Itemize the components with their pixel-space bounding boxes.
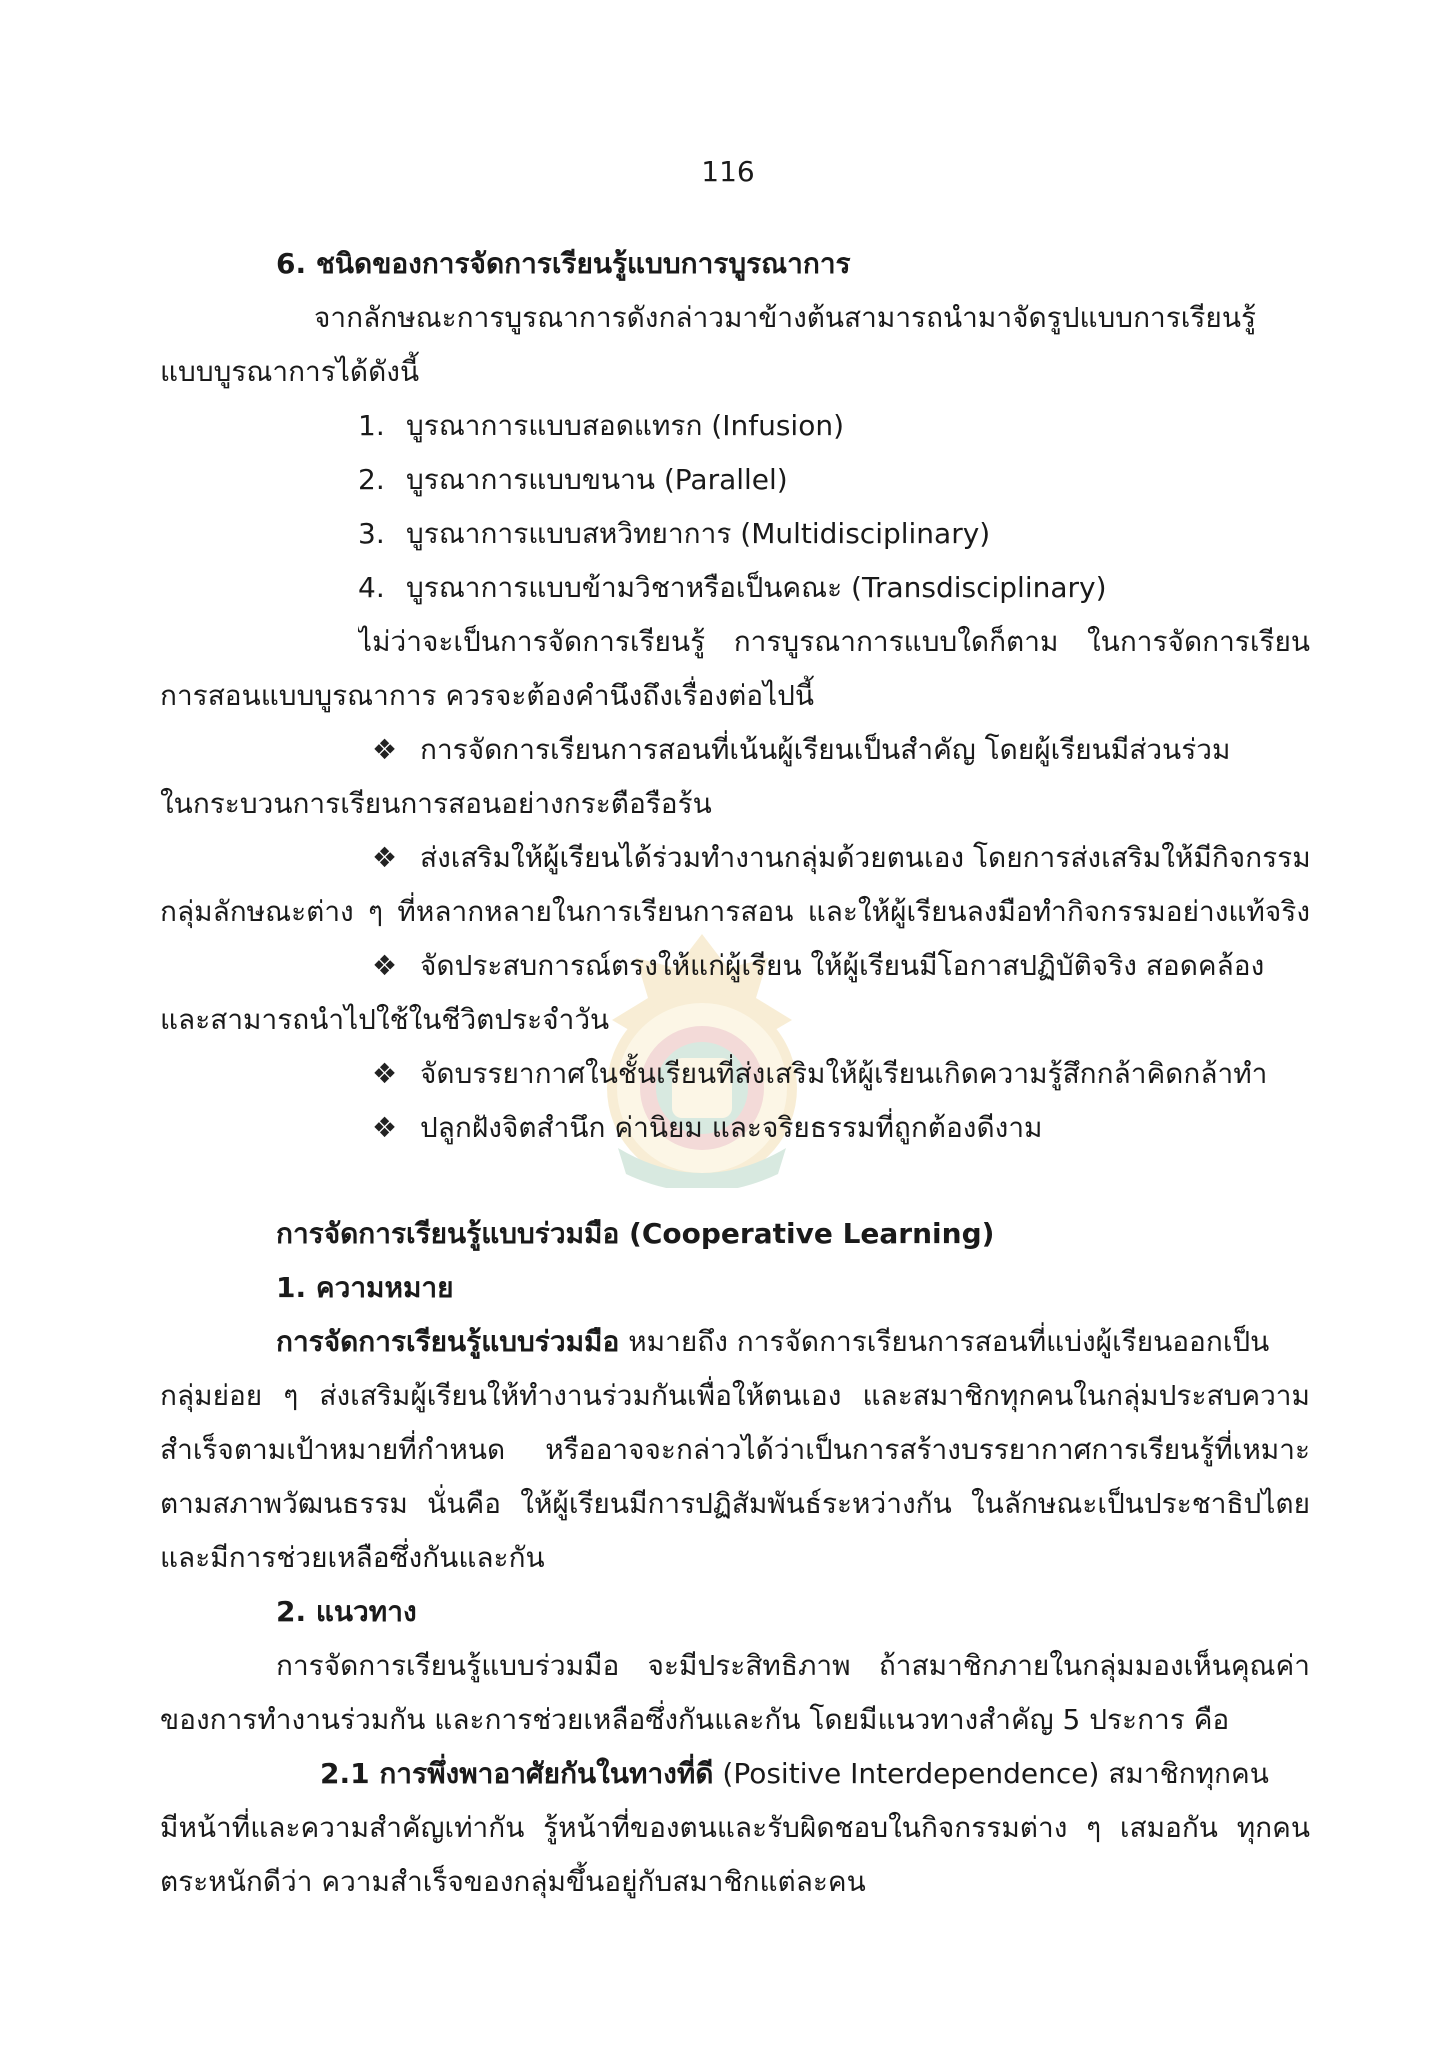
paragraph-line: กลุ่มย่อย ๆ ส่งเสริมผู้เรียนให้ทำงานร่วมกันเพื่อให้ตนเอง และสมาชิกทุกคนในกลุ่มประสบความ [160,1379,1310,1412]
section-heading: การจัดการเรียนรู้แบบร่วมมือ (Cooperative Learning) [276,1217,995,1250]
bullet-item [372,946,1310,986]
definition-text: หมายถึง การจัดการเรียนการสอนที่แบ่งผู้เรียนออกเป็น [628,1325,1270,1358]
list-item [358,514,990,554]
bullet-continuation: ในกระบวนการเรียนการสอนอย่างกระตือรือร้น [160,787,712,820]
bullet-continuation: กลุ่มลักษณะต่าง ๆ ที่หลากหลายในการเรียนการสอน และให้ผู้เรียนลงมือทำกิจกรรมอย่างแท้จริง [160,895,1310,928]
paragraph-line: และมีการช่วยเหลือซึ่งกันและกัน [160,1541,545,1574]
list-text: บูรณาการแบบขนาน (Parallel) [406,463,788,496]
bullet-item [372,838,1310,878]
bullet-item [372,730,1310,770]
paragraph-line: ของการทำงานร่วมกัน และการช่วยเหลือซึ่งกันและกัน โดยมีแนวทางสำคัญ 5 ประการ คือ [160,1703,1230,1736]
paragraph-line: แบบบูรณาการได้ดังนี้ [160,355,420,388]
bullet-text: จัดบรรยากาศในชั้นเรียนที่ส่งเสริมให้ผู้เรียนเกิดความรู้สึกกล้าคิดกล้าทำ [420,1057,1268,1090]
diamond-bullet-icon: ❖ [372,949,398,982]
bullet-text: ปลูกฝังจิตสำนึก ค่านิยม และจริยธรรมที่ถูกต้องดีงาม [420,1111,1043,1144]
list-text: บูรณาการแบบข้ามวิชาหรือเป็นคณะ (Transdisciplinary) [406,571,1107,604]
term-bold: 2.1 การพึ่งพาอาศัยกันในทางที่ดี [320,1757,714,1790]
list-item [358,568,1107,608]
paragraph-line: จากลักษณะการบูรณาการดังกล่าวมาข้างต้นสามารถนำมาจัดรูปแบบการเรียนรู้ [314,301,1256,334]
subheading: 2. แนวทาง [276,1595,417,1628]
paragraph-line [320,1754,1310,1794]
paragraph-line: การจัดการเรียนรู้แบบร่วมมือ จะมีประสิทธิภาพ ถ้าสมาชิกภายในกลุ่มมองเห็นคุณค่า [276,1649,1310,1682]
bullet-text: ส่งเสริมให้ผู้เรียนได้ร่วมทำงานกลุ่มด้วยตนเอง โดยการส่งเสริมให้มีกิจกรรม [420,841,1311,874]
paragraph-line [276,1322,1310,1362]
bullet-item [372,1054,1267,1094]
bullet-continuation: และสามารถนำไปใช้ในชีวิตประจำวัน [160,1003,610,1036]
term-bold: การจัดการเรียนรู้แบบร่วมมือ [276,1325,620,1358]
list-text: บูรณาการแบบสอดแทรก (Infusion) [406,409,845,442]
bullet-item [372,1108,1043,1148]
section-heading: 6. ชนิดของการจัดการเรียนรู้แบบการบูรณาการ [276,247,851,280]
list-item [358,460,788,500]
paragraph-line: ไม่ว่าจะเป็นการจัดการเรียนรู้ การบูรณาการแบบใดก็ตาม ในการจัดการเรียน [358,625,1310,658]
diamond-bullet-icon: ❖ [372,1057,398,1090]
list-number: 1. [358,409,385,442]
diamond-bullet-icon: ❖ [372,1111,398,1144]
bullet-text: จัดประสบการณ์ตรงให้แก่ผู้เรียน ให้ผู้เรียนมีโอกาสปฏิบัติจริง สอดคล้อง [420,949,1265,982]
list-number: 2. [358,463,385,496]
paragraph-line: มีหน้าที่และความสำคัญเท่ากัน รู้หน้าที่ของตนและรับผิดชอบในกิจกรรมต่าง ๆ เสมอกัน ทุกคน [160,1811,1310,1844]
subheading: 1. ความหมาย [276,1271,454,1304]
list-item [358,406,844,446]
list-text: บูรณาการแบบสหวิทยาการ (Multidisciplinary) [406,517,991,550]
diamond-bullet-icon: ❖ [372,733,398,766]
paragraph-line: สำเร็จตามเป้าหมายที่กำหนด หรืออาจจะกล่าวได้ว่าเป็นการสร้างบรรยากาศการเรียนรู้ที่เหมาะ [160,1433,1310,1466]
list-number: 3. [358,517,385,550]
paragraph-line: การสอนแบบบูรณาการ ควรจะต้องคำนึงถึงเรื่องต่อไปนี้ [160,679,815,712]
bullet-text: การจัดการเรียนการสอนที่เน้นผู้เรียนเป็นสำคัญ โดยผู้เรียนมีส่วนร่วม [420,733,1231,766]
principle-text: (Positive Interdependence) สมาชิกทุกคน [722,1757,1269,1790]
page-number: 116 [701,155,755,188]
paragraph-line: ตามสภาพวัฒนธรรม นั่นคือ ให้ผู้เรียนมีการปฏิสัมพันธ์ระหว่างกัน ในลักษณะเป็นประชาธิปไตย [160,1487,1310,1520]
diamond-bullet-icon: ❖ [372,841,398,874]
paragraph-line: ตระหนักดีว่า ความสำเร็จของกลุ่มขึ้นอยู่กับสมาชิกแต่ละคน [160,1865,866,1898]
list-number: 4. [358,571,385,604]
